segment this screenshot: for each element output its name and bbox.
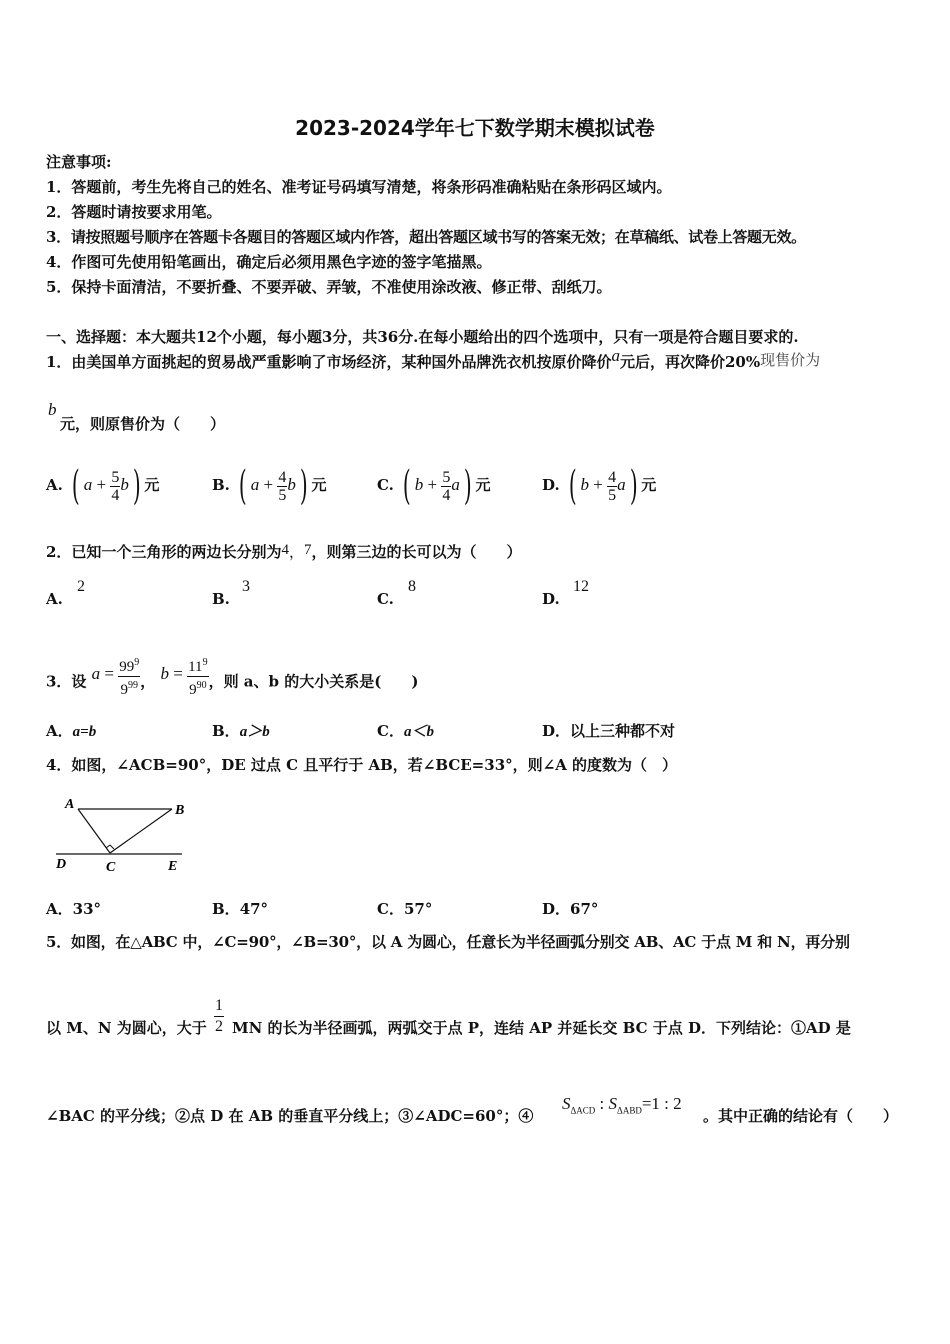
notice-item: 2．答题时请按要求用笔。 — [46, 203, 222, 221]
option-value: 以上三种都不对 — [570, 722, 676, 740]
option-label: A． — [46, 900, 73, 918]
notice-item: 1．答题前，考生先将自己的姓名、准考证号码填写清楚，将条形码准确粘贴在条形码区域内。 — [46, 178, 672, 196]
ratio-colon: : — [595, 1094, 609, 1113]
q2-option-c[interactable] — [377, 590, 394, 608]
option-label: D． — [542, 722, 571, 740]
q4-figure — [50, 792, 190, 874]
option-unit: 元 — [475, 476, 491, 494]
frac-num: 4 — [278, 468, 287, 486]
q3-exp: 9 — [134, 657, 140, 668]
option-var: b — [414, 475, 424, 494]
frac-num: 1 — [214, 996, 224, 1017]
area-subscript: ΔACD — [570, 1105, 596, 1116]
q1-var-b: b — [48, 400, 57, 419]
notice-item: 5．保持卡面清洁，不要折叠、不要弄破、弄皱，不准使用涂改液、修正带、刮纸刀。 — [46, 278, 612, 296]
q4-option-c[interactable] — [377, 898, 432, 919]
q2-num: 7 — [303, 542, 312, 558]
option-label: B. — [212, 590, 230, 608]
option-label: D． — [542, 900, 571, 918]
q4-option-d[interactable] — [542, 898, 598, 919]
q2-sep: ， — [288, 545, 304, 561]
option-var: a — [617, 475, 626, 494]
notice-item: 3．请按照题号顺序在答题卡各题目的答题区域内作答，超出答题区域书写的答案无效；在草稿纸、试卷上答题无效。 — [46, 228, 806, 246]
q1-text: 元，则原售价为（ ） — [60, 415, 226, 433]
q5-text: MN 的长为半径画弧，两弧交于点 P，连结 AP 并延长交 BC 于点 D．下列结论：①AD 是 — [232, 1019, 851, 1037]
question-1-stem — [46, 346, 821, 372]
option-label: B． — [212, 900, 240, 918]
area-symbol: S — [562, 1094, 571, 1113]
q1-option-d[interactable]: D. ( b + $\frac{4}{5}$ a) 元 — [542, 463, 657, 509]
option-var: b — [580, 475, 590, 494]
question-2-stem — [46, 542, 521, 563]
q2-option-b[interactable] — [212, 590, 230, 608]
q3-option-d[interactable] — [542, 720, 675, 741]
q3-text: ，则 a、b 的大小关系是( ) — [208, 672, 419, 691]
option-unit: 元 — [311, 476, 327, 494]
label-e: E — [168, 859, 178, 874]
frac-num: 4 — [608, 468, 617, 486]
label-a: A — [65, 797, 75, 812]
frac-num: 5 — [111, 468, 120, 486]
option-value: a＜b — [403, 724, 434, 740]
notice-heading: 注意事项: — [46, 153, 112, 171]
option-var: b — [120, 475, 129, 494]
q1-text: 现售价为 — [760, 351, 821, 369]
q1-option-c[interactable]: C. ( b + $\frac{5}{4}$ a) 元 — [377, 463, 491, 509]
q3-exp: 99 — [128, 680, 139, 691]
q2-text: ，则第三边的长可以为（ ） — [311, 543, 522, 561]
option-value: a=b — [72, 724, 97, 740]
option-unit: 元 — [641, 476, 657, 494]
q1-option-a[interactable]: A. ( a + $\frac{5}{4}$ b) 元 — [46, 463, 160, 509]
question-3-stem: 3．设 a = $\frac{99^9}{9^{99}}$ ， b = $\frac{11^9}{9^{90}}$ ，则 a、b 的大小关系是( ) — [46, 660, 418, 705]
option-unit: 元 — [144, 476, 160, 494]
frac-den: 4 — [111, 486, 120, 504]
option-label: A. — [46, 476, 63, 494]
q3-exp: 9 — [202, 657, 208, 668]
q2-num: 4 — [281, 542, 289, 558]
q1-text: 1．由美国单方面挑起的贸易战严重影响了市场经济，某种国外品牌洗衣机按原价降价 — [46, 353, 612, 371]
page-title: 2023-2024学年七下数学期末模拟试卷 — [295, 116, 655, 140]
option-value: 57° — [403, 900, 433, 918]
area-subscript: ΔABD — [617, 1105, 642, 1116]
frac-den: 5 — [278, 486, 287, 504]
section-heading: 一、选择题：本大题共12个小题，每小题3分，共36分.在每小题给出的四个选项中，只有一项是符合题目要求的. — [46, 328, 799, 346]
q2-text: 2．已知一个三角形的两边长分别为 — [46, 543, 282, 561]
notice-item: 4．作图可先使用铅笔画出，确定后必须用黑色字迹的签字笔描黑。 — [46, 253, 492, 271]
option-var: a — [250, 475, 260, 494]
q1-text: 元后，再次降价20% — [619, 353, 761, 371]
frac-num: 5 — [442, 468, 451, 486]
option-var: a — [83, 475, 93, 494]
q2-option-b-value: 3 — [242, 578, 250, 595]
option-label: C. — [377, 590, 394, 608]
area-symbol: S — [608, 1094, 618, 1113]
frac-den: 2 — [215, 1018, 223, 1035]
q5-half-fraction — [214, 996, 224, 1037]
q3-a-den: 9 — [120, 682, 129, 698]
label-b: B — [175, 803, 185, 818]
option-label: C． — [377, 900, 404, 918]
option-label: D. — [542, 590, 560, 608]
q5-text: 。其中正确的结论有（ ） — [703, 1107, 899, 1125]
option-value: 47° — [239, 900, 269, 918]
q3-var: b — [160, 663, 170, 683]
segment-ac — [78, 809, 110, 853]
q3-b-den: 9 — [189, 682, 197, 698]
q1-var-a: a — [611, 346, 620, 365]
q2-option-c-value: 8 — [408, 578, 416, 595]
option-label: B． — [212, 722, 240, 740]
q5-area-ratio — [562, 1094, 682, 1115]
question-5-line-1: 5．如图，在△ABC 中，∠C=90°，∠B=30°，以 A 为圆心，任意长为半径画弧分别交 AB、AC 于点 M 和 N，再分别 — [46, 933, 850, 951]
option-label: C． — [377, 722, 404, 740]
q3-var: a — [91, 663, 101, 683]
option-label: A. — [46, 590, 63, 608]
q3-option-a[interactable] — [46, 720, 96, 741]
option-value: 33° — [72, 900, 102, 918]
option-label: A． — [46, 722, 73, 740]
label-c: C — [106, 860, 116, 874]
q3-a-num: 99 — [119, 659, 135, 675]
option-var: b — [287, 475, 296, 494]
option-label: C. — [377, 476, 394, 494]
q2-option-d-value: 12 — [573, 578, 589, 595]
q2-option-d[interactable] — [542, 590, 560, 608]
q2-option-a[interactable] — [46, 590, 63, 608]
option-value: 67° — [570, 900, 599, 918]
option-value: a＞b — [239, 724, 270, 740]
option-label: D. — [542, 476, 560, 494]
q3-option-c[interactable] — [377, 720, 434, 741]
q1-option-b[interactable]: B. ( a + $\frac{4}{5}$ b) 元 — [212, 463, 327, 509]
q3-comma: ， — [140, 672, 156, 691]
frac-den: 4 — [442, 486, 451, 504]
q5-text: ∠BAC 的平分线；②点 D 在 AB 的垂直平分线上；③∠ADC=60°；④ — [46, 1107, 534, 1125]
option-var: a — [451, 475, 460, 494]
q3-text: 3．设 — [46, 672, 87, 691]
segment-bc — [110, 809, 172, 853]
option-label: B. — [212, 476, 230, 494]
q3-option-b[interactable] — [212, 720, 270, 741]
q3-b-num: 11 — [188, 659, 203, 675]
ratio-value: =1 : 2 — [641, 1094, 682, 1113]
label-d: D — [56, 857, 67, 872]
frac-den: 5 — [608, 486, 617, 504]
q3-exp: 90 — [196, 680, 207, 691]
q4-option-b[interactable] — [212, 898, 268, 919]
q2-option-a-value: 2 — [77, 578, 85, 595]
q4-option-a[interactable] — [46, 898, 101, 919]
q5-text: 以 M、N 为圆心，大于 — [46, 1019, 207, 1037]
question-4-stem: 4．如图，∠ACB=90°，DE 过点 C 且平行于 AB，若∠BCE=33°，则∠A 的度数为（ ） — [46, 756, 678, 774]
